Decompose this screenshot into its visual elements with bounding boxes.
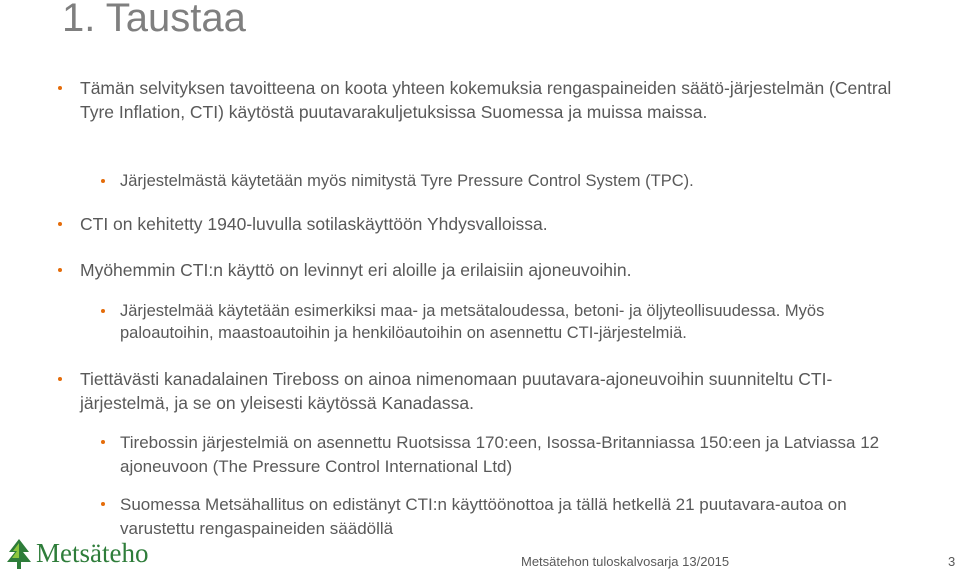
- footer-report: Metsätehon tuloskalvosarja 13/2015: [521, 554, 730, 569]
- sub-bullet-item: [120, 431, 900, 479]
- page-title: 1. Taustaa: [62, 0, 246, 40]
- sub-bullet-item: [120, 300, 920, 344]
- bullet-text: Järjestelmästä käytetään myös nimitystä Tyre Pressure Control System (TPC).: [120, 172, 694, 190]
- tree-logo-icon: [6, 538, 32, 570]
- bullet-icon: [101, 179, 105, 183]
- bullet-text: Tirebossin järjestelmiä on asennettu Ruotsissa 170:een, Isossa-Britanniassa 150:een ja Latviassa 12 ajoneuvoon (The Pressure Control International Ltd): [120, 433, 880, 476]
- bullet-icon: [58, 86, 62, 90]
- metsateho-logo: [6, 536, 176, 572]
- bullet-text: Suomessa Metsähallitus on edistänyt CTI:n käyttöönottoa ja tällä hetkellä 21 puutavara-autoa on varustettu rengaspaineiden säädöllä: [120, 495, 847, 538]
- bullet-text: Myöhemmin CTI:n käyttö on levinnyt eri aloille ja erilaisiin ajoneuvoihin.: [80, 260, 632, 280]
- bullet-icon: [101, 309, 105, 313]
- bullet-item: [80, 367, 870, 415]
- bullet-icon: [58, 268, 62, 272]
- page-number: 3: [948, 554, 956, 569]
- sub-bullet-item: [120, 493, 910, 541]
- bullet-text: CTI on kehitetty 1940-luvulla sotilaskäyttöön Yhdysvalloissa.: [80, 214, 548, 234]
- bullet-icon: [58, 222, 62, 226]
- bullet-text: Tämän selvityksen tavoitteena on koota yhteen kokemuksia rengaspaineiden säätö-järjestelmän (Central Tyre Inflation, CTI) käytöstä puutavarakuljetuksissa Suomessa ja muissa maissa.: [80, 78, 892, 122]
- bullet-icon: [101, 502, 105, 506]
- bullet-text: Järjestelmää käytetään esimerkiksi maa- ja metsätaloudessa, betoni- ja öljyteollisuudessa. Myös paloautoihin, maastoautoihin ja henkilöautoihin on asennettu CTI-järjestelmiä.: [120, 302, 825, 342]
- bullet-icon: [58, 377, 62, 381]
- bullet-icon: [101, 440, 105, 444]
- bullet-text: Tiettävästi kanadalainen Tireboss on ainoa nimenomaan puutavara-ajoneuvoihin suunniteltu CTI-järjestelmä, ja se on yleisesti käytössä Kanadassa.: [80, 369, 833, 413]
- sub-bullet-item: [120, 170, 910, 192]
- logo-text: Metsäteho: [36, 538, 149, 568]
- bullet-item: [80, 258, 900, 282]
- bullet-item: [80, 76, 900, 124]
- bullet-item: [80, 212, 900, 236]
